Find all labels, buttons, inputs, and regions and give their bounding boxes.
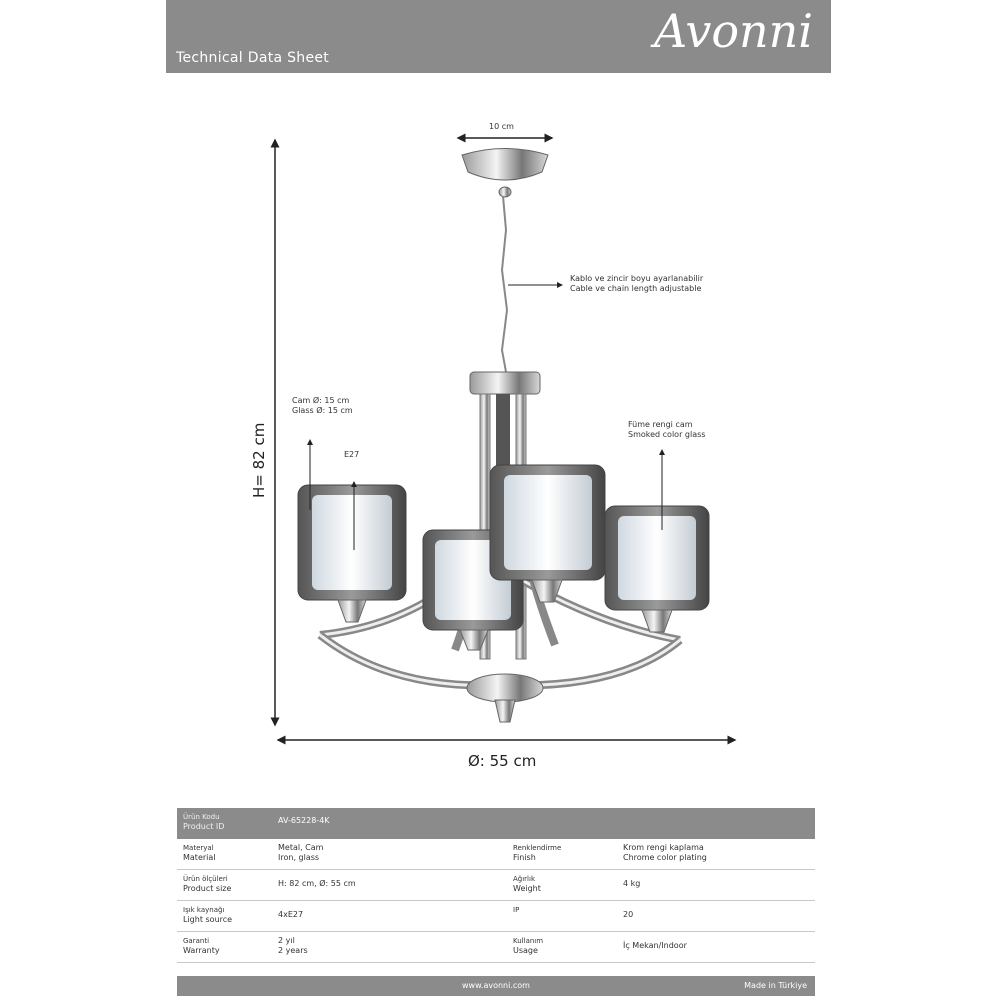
page-title: Technical Data Sheet xyxy=(176,50,330,66)
spec-table xyxy=(177,808,815,963)
made-in-label: Made in Türkiye xyxy=(744,981,807,990)
cable-note: Kablo ve zincir boyu ayarlanabilir Cable ve chain length adjustable xyxy=(570,274,704,293)
table-row xyxy=(177,870,815,901)
row-label-right: IP xyxy=(513,906,520,914)
website-link[interactable]: www.avonni.com xyxy=(462,981,530,990)
row-label-right: Kullanım Usage xyxy=(513,937,544,955)
top-width-label: 10 cm xyxy=(489,122,514,131)
row-value-left: Metal, Cam Iron, glass xyxy=(278,843,324,862)
product-id-label: Ürün Kodu Product ID xyxy=(183,813,225,831)
glass-diameter-note: Cam Ø: 15 cm Glass Ø: 15 cm xyxy=(292,396,353,415)
brand-logo: Avonni xyxy=(653,4,813,58)
product-drawing xyxy=(240,110,780,790)
chandelier-illustration xyxy=(240,110,780,790)
ceiling-canopy xyxy=(462,149,548,181)
smoked-glass-note: Füme rengi cam Smoked color glass xyxy=(628,420,706,439)
suspension-chain xyxy=(502,196,507,372)
diameter-label: Ø: 55 cm xyxy=(468,752,537,770)
row-value-left: H: 82 cm, Ø: 55 cm xyxy=(278,879,356,888)
socket-note: E27 xyxy=(344,450,360,459)
row-label-left: Materyal Material xyxy=(183,844,216,862)
row-label-left: Garanti Warranty xyxy=(183,937,220,955)
row-value-right: Krom rengi kaplama Chrome color plating xyxy=(623,843,707,862)
row-value-right: 4 kg xyxy=(623,879,641,888)
column-top-cap xyxy=(470,372,540,394)
table-row xyxy=(177,901,815,932)
row-value-left: 4xE27 xyxy=(278,910,304,919)
row-value-right: İç Mekan/Indoor xyxy=(623,941,687,950)
footer-bar xyxy=(177,976,815,996)
table-header-row xyxy=(177,808,815,839)
row-value-left: 2 yıl 2 years xyxy=(278,936,308,955)
table-row xyxy=(177,932,815,963)
product-id-value: AV-65228-4K xyxy=(278,816,330,825)
row-label-left: Işık kaynağı Light source xyxy=(183,906,233,924)
table-row xyxy=(177,839,815,870)
row-label-left: Ürün ölçüleri Product size xyxy=(183,875,232,893)
shade-right xyxy=(605,506,709,632)
height-label: H= 82 cm xyxy=(250,422,268,498)
row-label-right: Renklendirme Finish xyxy=(513,844,562,862)
center-bowl xyxy=(467,674,543,702)
row-label-right: Ağırlık Weight xyxy=(513,875,541,893)
header-bar xyxy=(166,0,831,73)
row-value-right: 20 xyxy=(623,910,634,919)
shade-left xyxy=(298,485,406,622)
